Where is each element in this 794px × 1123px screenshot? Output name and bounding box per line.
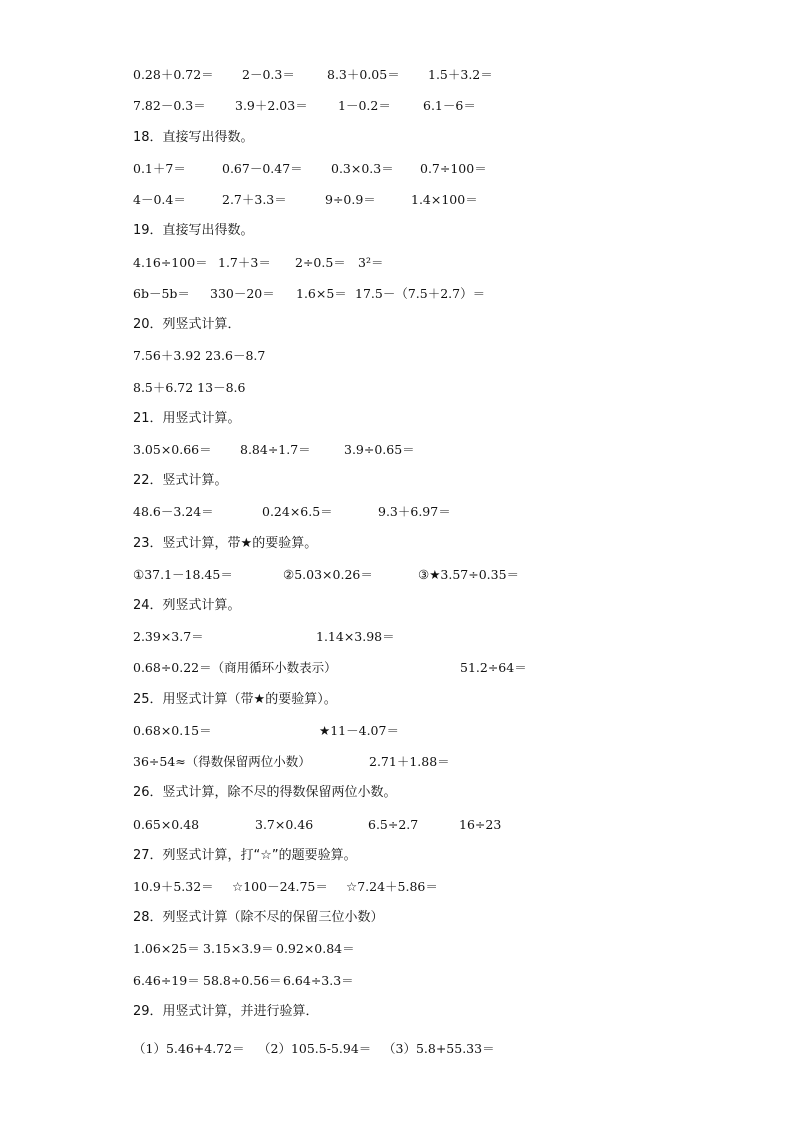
problem: 7.82－0.3＝ <box>133 98 206 113</box>
problem: 4.16÷100＝ <box>133 255 208 270</box>
problem: 4－0.4＝ <box>133 192 186 207</box>
problem: 7.56＋3.92 23.6－8.7 <box>133 348 266 363</box>
problem: 0.68×0.15＝ <box>133 723 212 738</box>
problem: 3.15×3.9＝ <box>203 941 274 956</box>
question-heading: 23．竖式计算，带★的要验算。 <box>133 536 318 551</box>
problem: 8.5＋6.72 13－8.6 <box>133 380 246 395</box>
problem: 8.3＋0.05＝ <box>327 67 400 82</box>
question-heading: 28．列竖式计算（除不尽的保留三位小数） <box>133 910 384 925</box>
problem: 2.7＋3.3＝ <box>222 192 287 207</box>
problem: 0.24×6.5＝ <box>262 504 333 519</box>
problem: （1）5.46+4.72＝ <box>133 1041 245 1056</box>
problem: 1.5＋3.2＝ <box>428 67 493 82</box>
problem: ③★3.57÷0.35＝ <box>418 567 520 582</box>
problem: 0.67－0.47＝ <box>222 161 303 176</box>
problem: ☆100－24.75＝ <box>232 879 328 894</box>
problem: 2÷0.5＝ <box>295 255 346 270</box>
problem: 1.06×25＝ <box>133 941 200 956</box>
problem: 0.92×0.84＝ <box>276 941 355 956</box>
problem: （3）5.8+55.33＝ <box>383 1041 495 1056</box>
question-heading: 24．列竖式计算。 <box>133 598 241 613</box>
problem: 6.5÷2.7 <box>368 817 419 832</box>
question-heading: 25．用竖式计算（带★的要验算）。 <box>133 692 337 707</box>
problem: 1.14×3.98＝ <box>316 629 395 644</box>
problem: 3²＝ <box>358 255 384 270</box>
problem: （2）105.5-5.94＝ <box>258 1041 372 1056</box>
question-heading: 27．列竖式计算，打“☆”的题要验算。 <box>133 848 357 863</box>
problem: 10.9＋5.32＝ <box>133 879 214 894</box>
problem: 51.2÷64＝ <box>460 660 527 675</box>
problem: 6.1－6＝ <box>423 98 476 113</box>
question-heading: 20．列竖式计算． <box>133 317 241 332</box>
problem: 0.3×0.3＝ <box>331 161 394 176</box>
problem: ②5.03×0.26＝ <box>283 567 373 582</box>
question-heading: 26．竖式计算，除不尽的得数保留两位小数。 <box>133 785 397 800</box>
problem: 1.6×5＝ <box>296 286 347 301</box>
problem: 17.5－（7.5＋2.7）＝ <box>355 286 486 301</box>
question-heading: 19．直接写出得数。 <box>133 223 254 238</box>
problem: 0.68÷0.22＝（商用循环小数表示） <box>133 660 337 675</box>
question-heading: 22．竖式计算。 <box>133 473 228 488</box>
question-heading: 29．用竖式计算，并进行验算． <box>133 1004 319 1019</box>
problem: 3.05×0.66＝ <box>133 442 212 457</box>
problem: 330－20＝ <box>210 286 275 301</box>
problem: 6.46÷19＝ <box>133 973 200 988</box>
problem: ☆7.24＋5.86＝ <box>346 879 438 894</box>
problem: 0.1＋7＝ <box>133 161 186 176</box>
question-heading: 18．直接写出得数。 <box>133 130 254 145</box>
problem: 1.4×100＝ <box>411 192 478 207</box>
problem: 2.39×3.7＝ <box>133 629 204 644</box>
problem: 16÷23 <box>459 817 502 832</box>
problem: 3.7×0.46 <box>255 817 314 832</box>
problem: 6.64÷3.3＝ <box>283 973 354 988</box>
problem: 3.9÷0.65＝ <box>344 442 415 457</box>
problem: 1.7＋3＝ <box>218 255 271 270</box>
problem: ★11－4.07＝ <box>319 723 399 738</box>
problem: 2－0.3＝ <box>242 67 295 82</box>
problem: 9.3＋6.97＝ <box>378 504 451 519</box>
problem: 0.7÷100＝ <box>420 161 487 176</box>
problem: 48.6－3.24＝ <box>133 504 214 519</box>
problem: 36÷54≈（得数保留两位小数） <box>133 754 311 769</box>
problem: 1－0.2＝ <box>338 98 391 113</box>
problem: 0.65×0.48 <box>133 817 200 832</box>
question-heading: 21．用竖式计算。 <box>133 411 241 426</box>
problem: 9÷0.9＝ <box>325 192 376 207</box>
problem: ①37.1－18.45＝ <box>133 567 233 582</box>
problem: 3.9＋2.03＝ <box>235 98 308 113</box>
problem: 2.71＋1.88＝ <box>369 754 450 769</box>
problem: 8.84÷1.7＝ <box>240 442 311 457</box>
problem: 0.28＋0.72＝ <box>133 67 214 82</box>
problem: 6b－5b＝ <box>133 286 190 301</box>
problem: 58.8÷0.56＝ <box>203 973 282 988</box>
